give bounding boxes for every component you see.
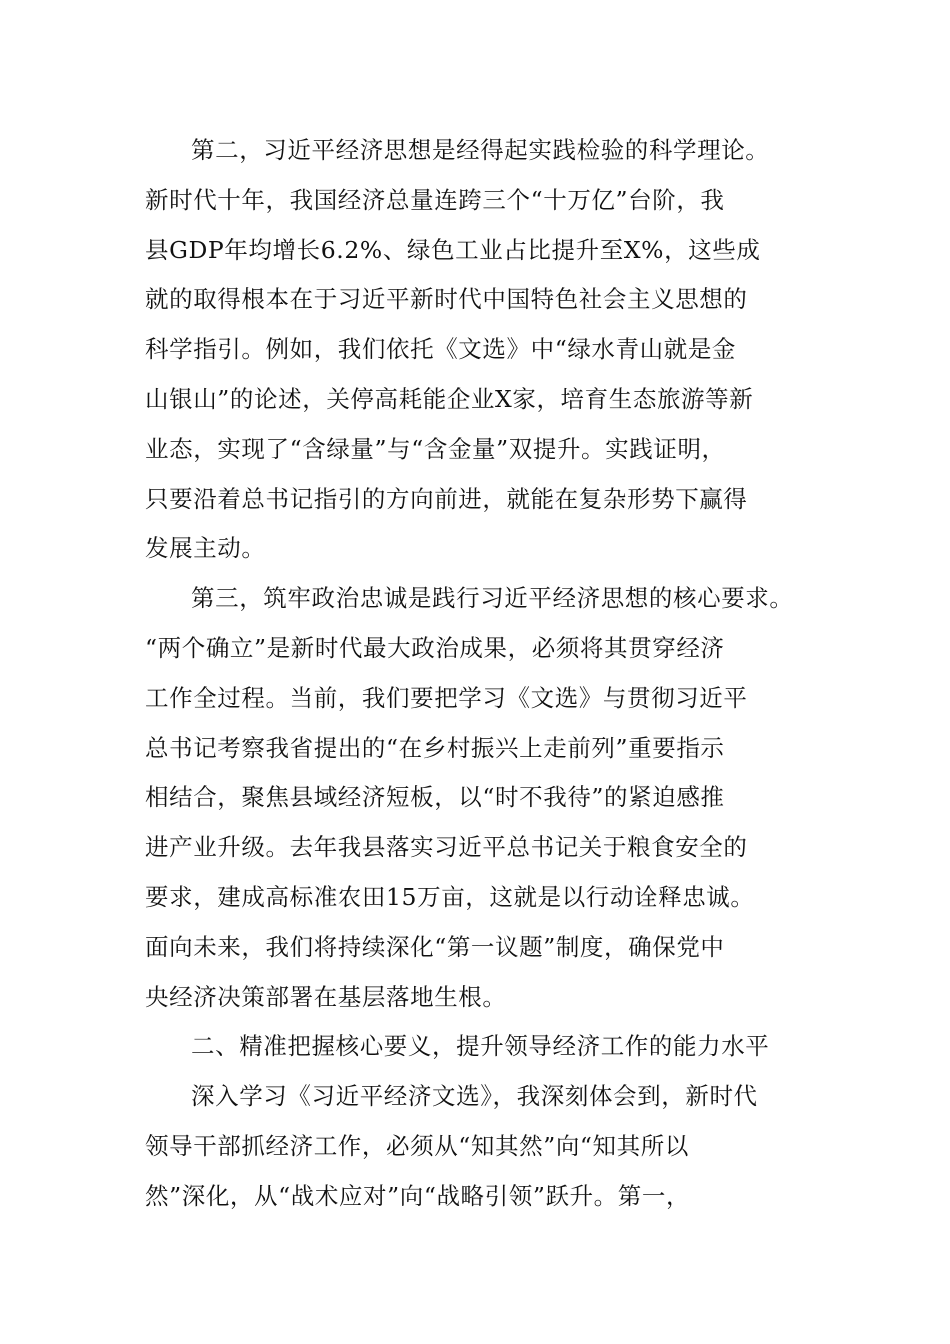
text-line: 相结合，聚焦县域经济短板，以“时不我待”的紧迫感推 [145,783,725,812]
document-body [145,126,825,1222]
text-line: 领导干部抓经济工作，必须从“知其然”向“知其所以 [145,1131,689,1160]
text-line: 总书记考察我省提出的“在乡村振兴上走前列”重要指示 [145,733,725,762]
text-line: 第三，筑牢政治忠诚是践行习近平经济思想的核心要求。 [191,584,794,613]
text-line: 新时代十年，我国经济总量连跨三个“十万亿”台阶，我 [145,185,725,214]
text-line: 第二，习近平经济思想是经得起实践检验的科学理论。 [191,136,770,164]
text-line: 县GDP年均增长6.2%、绿色工业占比提升至X%，这些成 [145,235,761,264]
text-line: 科学指引。例如，我们依托《文选》中“绿水青山就是金 [145,335,737,364]
text-line: 央经济决策部署在基层落地生根。 [145,982,507,1011]
text-line: 要求，建成高标准农田15万亩，这就是以行动诠释忠诚。 [145,882,755,911]
text-line: 只要沿着总书记指引的方向前进，就能在复杂形势下赢得 [145,484,748,513]
text-line: 山银山”的论述，关停高耗能企业X家，培育生态旅游等新 [145,384,754,413]
text-line: 业态，实现了“含绿量”与“含金量”双提升。实践证明， [145,434,726,463]
text-line: 深入学习《习近平经济文选》，我深刻体会到，新时代 [191,1082,758,1111]
text-line: 面向未来，我们将持续深化“第一议题”制度，确保党中 [145,932,725,961]
text-line: 进产业升级。去年我县落实习近平总书记关于粮食安全的 [145,833,748,862]
section-heading: 二、精准把握核心要义，提升领导经济工作的能力水平 [191,1032,770,1061]
text-line: 然”深化，从“战术应对”向“战略引领”跃升。第一， [145,1181,691,1210]
text-line: “两个确立”是新时代最大政治成果，必须将其贯穿经济 [145,633,725,662]
text-line: 发展主动。 [145,534,266,563]
text-line: 就的取得根本在于习近平新时代中国特色社会主义思想的 [145,285,748,314]
text-line: 工作全过程。当前，我们要把学习《文选》与贯彻习近平 [145,683,748,712]
